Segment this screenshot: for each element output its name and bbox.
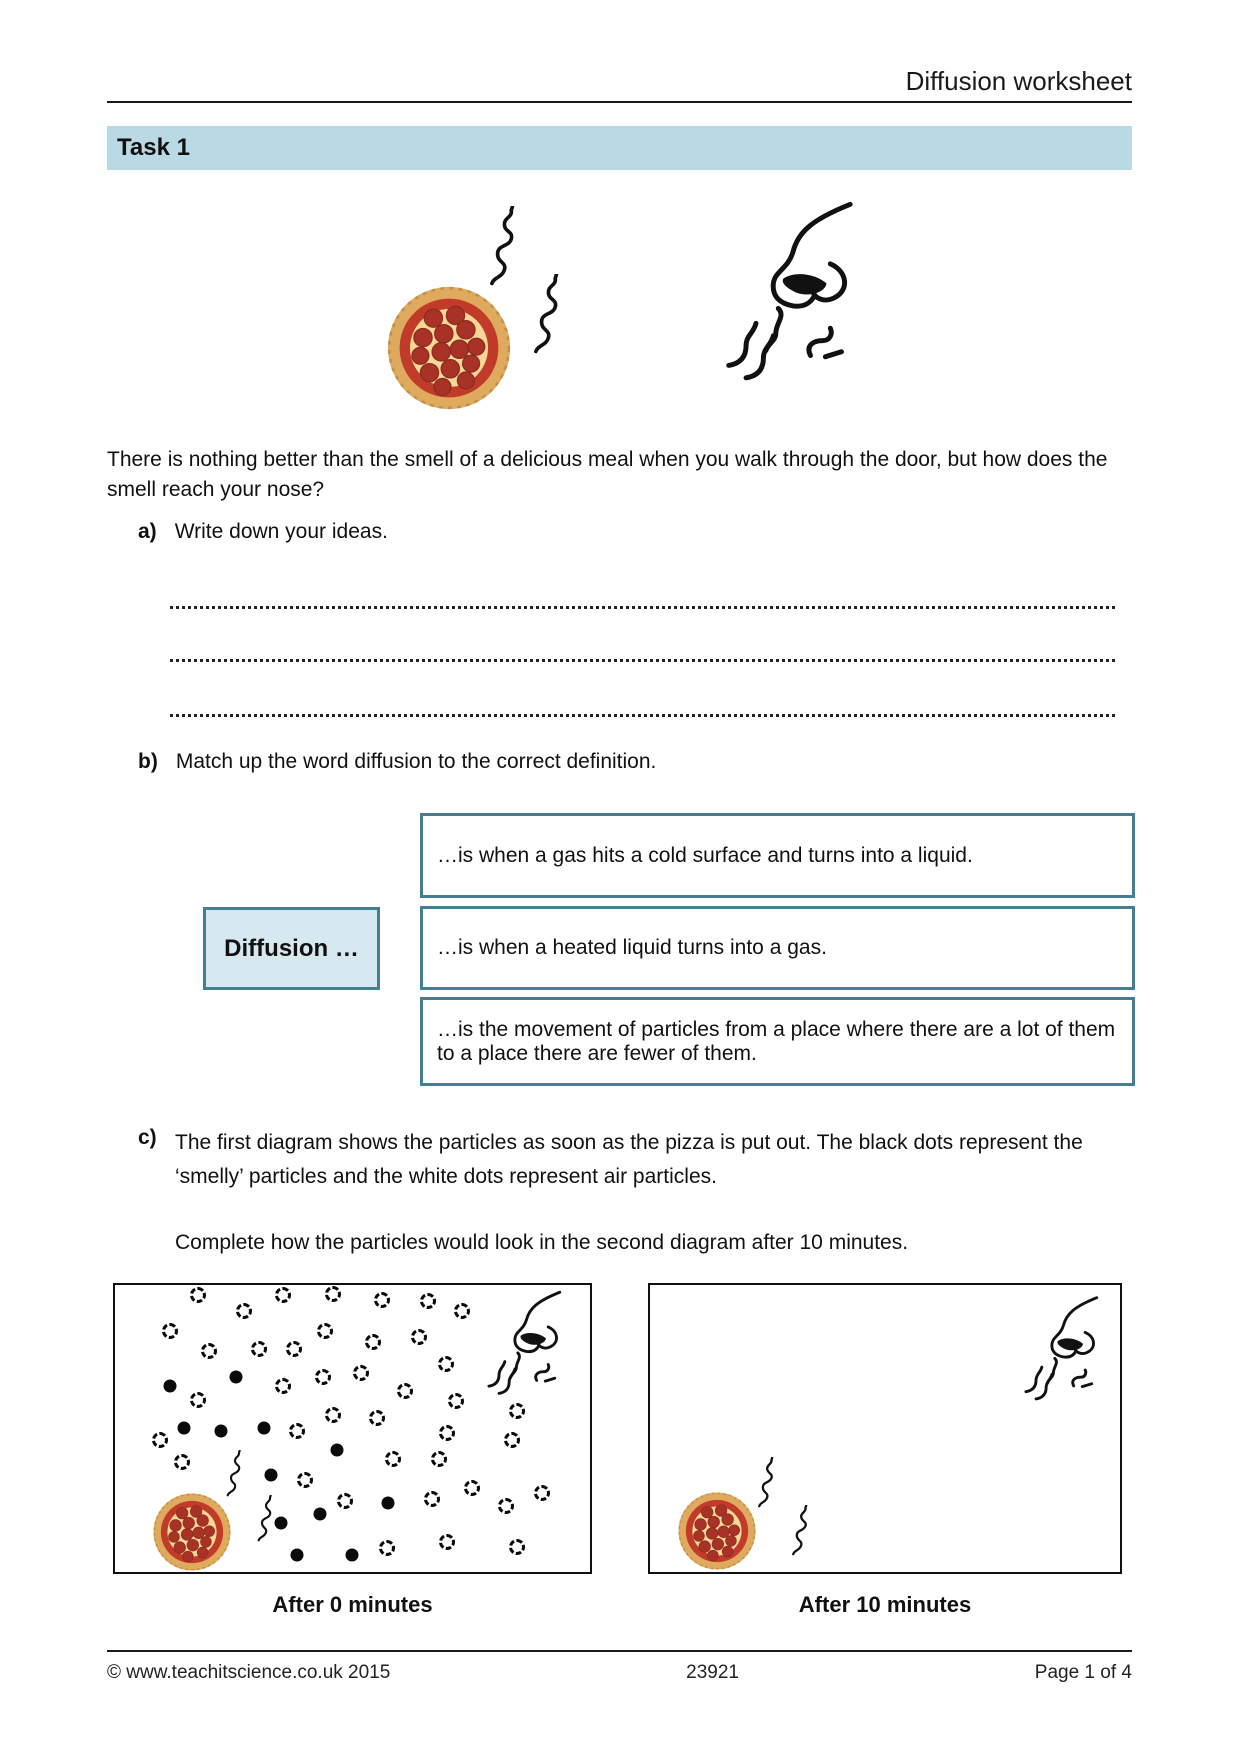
air-particle <box>275 1378 291 1394</box>
air-particle <box>152 1432 168 1448</box>
definition-box-1: …is when a gas hits a cold surface and turns into a liquid. <box>420 813 1135 898</box>
air-particle <box>439 1425 455 1441</box>
air-particle <box>289 1423 305 1439</box>
air-particle <box>325 1407 341 1423</box>
footer-copyright: © www.teachitscience.co.uk 2015 <box>107 1662 391 1683</box>
air-particle <box>498 1498 514 1514</box>
header-rule <box>107 101 1132 103</box>
smell-wavy-line-icon <box>516 274 574 356</box>
caption-after-10: After 10 minutes <box>798 1592 972 1617</box>
air-particle <box>504 1432 520 1448</box>
air-particle <box>424 1491 440 1507</box>
smelly-particle <box>257 1421 270 1434</box>
smelly-particle <box>314 1508 327 1521</box>
smelly-particle <box>230 1371 243 1384</box>
sniffing-nose-icon <box>1010 1289 1104 1404</box>
sniffing-nose-icon <box>473 1285 567 1397</box>
air-particle <box>374 1292 390 1308</box>
diagram-after-0 <box>113 1283 592 1574</box>
smell-wavy-line-icon <box>746 1457 784 1509</box>
answer-line <box>170 659 1115 662</box>
smelly-particle <box>346 1549 359 1562</box>
sniffing-nose-icon <box>692 192 872 384</box>
air-particle <box>397 1383 413 1399</box>
smelly-particle <box>291 1549 304 1562</box>
air-particle <box>337 1493 353 1509</box>
smelly-particle <box>264 1468 277 1481</box>
air-particle <box>236 1303 252 1319</box>
intro-text: There is nothing better than the smell of a delicious meal when you walk through the door, but how does the smell reach your nose? <box>107 448 1108 501</box>
air-particle <box>174 1454 190 1470</box>
question-c-text2: Complete how the particles would look in the second diagram after 10 minutes. <box>175 1231 909 1254</box>
air-particle <box>190 1287 206 1303</box>
air-particle <box>317 1323 333 1339</box>
smelly-particle <box>381 1497 394 1510</box>
air-particle <box>353 1365 369 1381</box>
smell-wavy-line-icon <box>215 1450 251 1498</box>
air-particle <box>464 1480 480 1496</box>
caption-after-0: After 0 minutes <box>272 1592 433 1617</box>
air-particle <box>454 1303 470 1319</box>
air-particle <box>315 1369 331 1385</box>
question-a-text: Write down your ideas. <box>174 520 388 543</box>
question-a <box>138 520 388 544</box>
definition-box-3: …is the movement of particles from a place where there are a lot of them to a place there are fewer of them. <box>420 997 1135 1086</box>
air-particle <box>297 1472 313 1488</box>
air-particle <box>325 1286 341 1302</box>
air-particle <box>534 1485 550 1501</box>
air-particle <box>439 1534 455 1550</box>
smell-wavy-line-icon <box>246 1495 282 1543</box>
air-particle <box>275 1287 291 1303</box>
diffusion-term-box: Diffusion … <box>203 907 380 990</box>
question-c-text: The first diagram shows the particles as soon as the pizza is put out. The black dots represent the ‘smelly’ particles and the white dots represent air particles. <box>175 1131 1083 1188</box>
smell-wavy-line-icon <box>780 1505 818 1557</box>
smelly-particle <box>163 1380 176 1393</box>
air-particle <box>420 1293 436 1309</box>
air-particle <box>190 1392 206 1408</box>
smelly-particle <box>178 1421 191 1434</box>
question-b-text: Match up the word diffusion to the correct definition. <box>175 750 657 773</box>
air-particle <box>251 1341 267 1357</box>
pizza-icon <box>151 1491 233 1573</box>
question-b <box>138 750 656 774</box>
document-title: Diffusion worksheet <box>905 66 1132 96</box>
smelly-particle <box>331 1444 344 1457</box>
definition-box-2: …is when a heated liquid turns into a gas. <box>420 906 1135 990</box>
air-particle <box>509 1403 525 1419</box>
air-particle <box>201 1343 217 1359</box>
question-b-label: b) <box>138 750 158 773</box>
air-particle <box>365 1334 381 1350</box>
diagram-after-10 <box>648 1283 1122 1574</box>
air-particle <box>385 1451 401 1467</box>
answer-line <box>170 714 1115 717</box>
air-particle <box>162 1323 178 1339</box>
air-particle <box>379 1540 395 1556</box>
footer-rule <box>107 1650 1132 1652</box>
air-particle <box>286 1341 302 1357</box>
question-a-label: a) <box>138 520 157 543</box>
air-particle <box>369 1410 385 1426</box>
task-banner: Task 1 <box>107 126 1132 170</box>
air-particle <box>448 1393 464 1409</box>
air-particle <box>438 1356 454 1372</box>
air-particle <box>431 1451 447 1467</box>
footer-page-number: Page 1 of 4 <box>1034 1662 1132 1683</box>
footer <box>107 1662 1132 1684</box>
air-particle <box>509 1539 525 1555</box>
pizza-icon <box>383 283 515 413</box>
question-c-label: c) <box>138 1126 157 1149</box>
air-particle <box>411 1329 427 1345</box>
smelly-particle <box>214 1425 227 1438</box>
answer-line <box>170 606 1115 609</box>
footer-doc-id: 23921 <box>686 1662 739 1683</box>
